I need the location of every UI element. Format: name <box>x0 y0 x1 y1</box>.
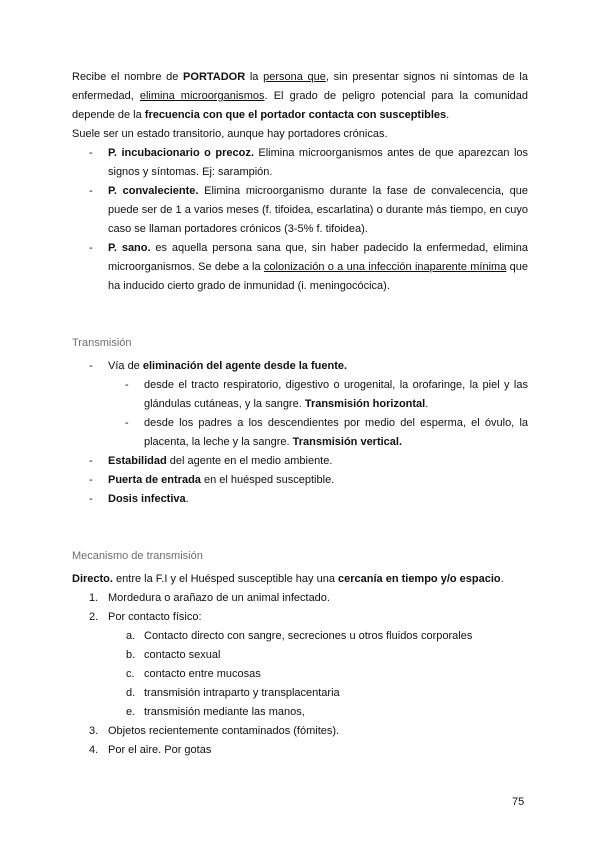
list-item: - Estabilidad del agente en el medio ambiente. <box>72 452 528 471</box>
list-item: - P. sano. es aquella persona sana que, sin haber padecido la enfermedad, elimina microorganismos. Se debe a la colonización o a una infección inaparente mínima que ha inducido cierto grado de inmunidad (i. meningocócica). <box>72 239 528 296</box>
transmision-list-2 <box>72 452 528 509</box>
mecanismo-heading: Mecanismo de transmisión <box>72 550 203 562</box>
page-content <box>72 68 528 760</box>
list-item: - Puerta de entrada en el huésped susceptible. <box>72 471 528 490</box>
list-item: e. transmisión mediante las manos, <box>126 706 305 718</box>
directo-paragraph: Directo. entre la F.I y el Huésped susceptible hay una cercanía en tiempo y/o espacio. <box>72 573 504 585</box>
carrier-list <box>72 144 528 296</box>
list-item: - Dosis infectiva. <box>72 490 528 509</box>
intro-paragraph-2: Suele ser un estado transitorio, aunque hay portadores crónicas. <box>72 128 388 140</box>
contact-sublist <box>72 627 528 722</box>
list-item: - P. convaleciente. Elimina microorganismo durante la fase de convalecencia, que puede ser de 1 a varios meses (f. tifoidea, escarlatina) o durante más tiempo, en cuyo caso se llaman portadores crónicos (3-5% f. tifoidea). <box>72 182 528 239</box>
list-item: 1. Mordedura o arañazo de un animal infectado. <box>89 592 330 604</box>
list-item: - Vía de eliminación del agente desde la fuente. <box>72 357 528 376</box>
list-item: - desde el tracto respiratorio, digestivo o urogenital, la orofaringe, la piel y las glándulas cutáneas, y la sangre. Transmisión horizontal. <box>72 376 528 414</box>
page-number: 75 <box>512 796 525 808</box>
transmision-sublist <box>72 376 528 452</box>
transmision-heading: Transmisión <box>72 337 132 349</box>
list-item: 2. Por contacto físico: a. Contacto directo con sangre, secreciones u otros fluidos corporales b. contacto sexual c. contacto entre mucosas d. transmisión intraparto y transplacentaria e. transmisión mediante las manos, <box>72 608 528 722</box>
intro-paragraph: Recibe el nombre de PORTADOR la persona que, sin presentar signos ni síntomas de la enfermedad, elimina microorganismos. El grado de peligro potencial para la comunidad depende de la frecuencia con que el portador contacta con susceptibles. <box>72 71 528 121</box>
list-item: - P. incubacionario o precoz. Elimina microorganismos antes de que aparezcan los signos y síntomas. Ej: sarampión. <box>72 144 528 182</box>
list-item: 3. Objetos recientemente contaminados (fómites). <box>89 725 340 737</box>
list-item: b. contacto sexual <box>126 649 221 661</box>
transmision-list <box>72 357 528 376</box>
list-item: 4. Por el aire. Por gotas <box>89 744 212 756</box>
list-item: d. transmisión intraparto y transplacentaria <box>126 687 340 699</box>
list-item: a. Contacto directo con sangre, secreciones u otros fluidos corporales <box>126 630 473 642</box>
mecanismo-list <box>72 589 528 760</box>
portador-term: PORTADOR <box>183 71 246 83</box>
list-item: c. contacto entre mucosas <box>126 668 261 680</box>
list-item: - desde los padres a los descendientes por medio del esperma, el óvulo, la placenta, la leche y la sangre. Transmisión vertical. <box>72 414 528 452</box>
